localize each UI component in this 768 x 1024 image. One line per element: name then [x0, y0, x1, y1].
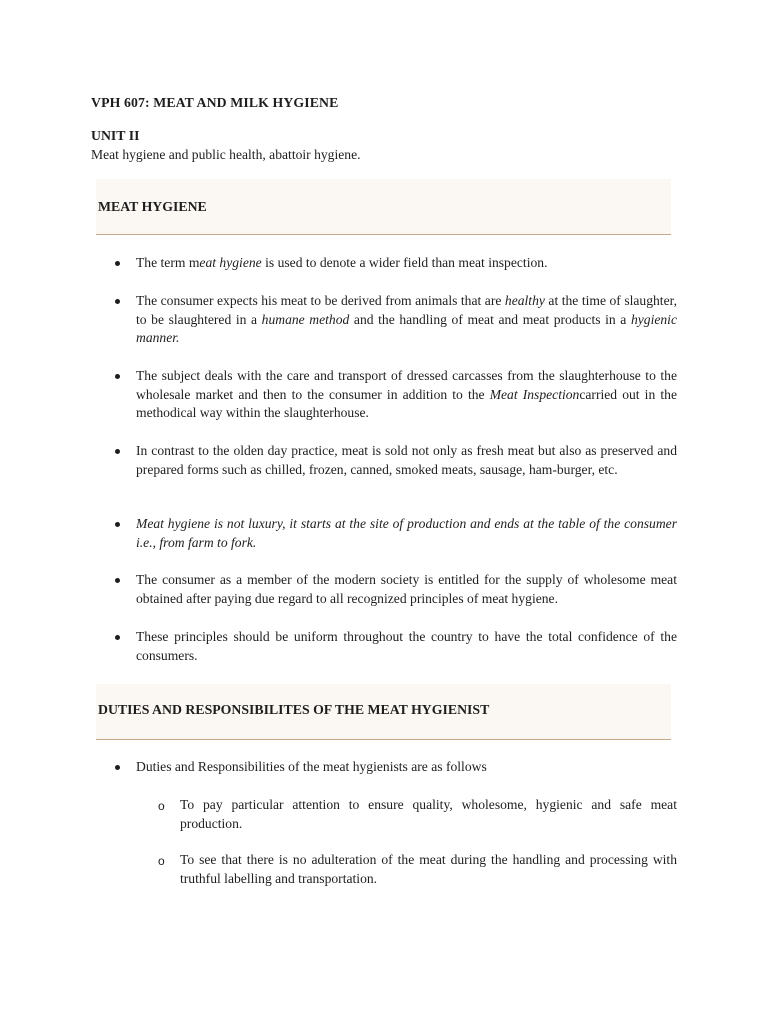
italic-text-run: hygienic manner.: [136, 311, 677, 345]
sub-list-item: [157, 851, 677, 888]
sub-bullet-text: To see that there is no adulteration of the meat during the handling and processing with truthful labelling and transportation.: [180, 852, 677, 886]
section-heading-meat-hygiene: MEAT HYGIENE: [98, 199, 207, 214]
text-run: and the handling of meat and meat products in a: [349, 311, 631, 327]
bullet-dot-icon: [115, 765, 120, 770]
text-run: is used to denote a wider field than meat inspection.: [261, 255, 548, 270]
list-item: [113, 254, 677, 273]
sub-list-item: [157, 796, 677, 833]
list-item: [113, 628, 677, 665]
hollow-bullet-icon: o: [158, 854, 165, 868]
duties-intro-text: Duties and Responsibilities of the meat hygienists are as follows: [136, 759, 487, 774]
bullet-text: [136, 515, 677, 552]
text-run: carried out in the methodical way within the slaughterhouse.: [136, 386, 677, 420]
bullet-text: [136, 571, 677, 608]
text-run: The consumer expects his meat to be derived from animals that are: [136, 293, 505, 308]
hollow-bullet-icon: o: [158, 799, 165, 813]
italic-text-run: humane method: [261, 311, 350, 327]
bullet-dot-icon: [115, 261, 120, 266]
bullet-text: [136, 628, 677, 665]
bullet-text: [136, 292, 677, 348]
text-run: The consumer as a member of the modern society is entitled for the supply of wholesome meat obtained after paying due regard to all recognized principles of meat hygiene.: [136, 572, 677, 606]
bullet-dot-icon: [115, 522, 120, 527]
list-item: [113, 571, 677, 608]
duties-section-header: [96, 684, 671, 740]
duties-bullet-list: [113, 758, 677, 777]
list-item: [113, 292, 677, 348]
unit-heading: UNIT II: [91, 128, 140, 143]
bullet-text: [136, 442, 677, 479]
text-run: at the time of slaughter, to be slaughtered in a: [136, 293, 677, 327]
text-run: These principles should be uniform throughout the country to have the total confidence of the consumers.: [136, 629, 677, 663]
meat-hygiene-section-header: [96, 179, 671, 235]
italic-text-run: Meat hygiene is not luxury, it starts at the site of production and ends at the table of the consumer i.e., from farm to fork.: [136, 516, 677, 550]
text-run: In contrast to the olden day practice, meat is sold not only as fresh meat but also as preserved and prepared forms such as chilled, frozen, canned, smoked meats, sausage, ham-burger, etc.: [136, 443, 677, 477]
list-item: [113, 442, 677, 479]
list-item: [113, 367, 677, 423]
bullet-dot-icon: [115, 299, 120, 304]
bullet-text: [136, 367, 677, 423]
italic-text-run: Meat Inspection: [489, 386, 580, 402]
document-title: VPH 607: MEAT AND MILK HYGIENE: [91, 95, 339, 110]
bullet-dot-icon: [115, 578, 120, 583]
bullet-dot-icon: [115, 635, 120, 640]
section-heading-duties: DUTIES AND RESPONSIBILITES OF THE MEAT HYGIENIST: [98, 702, 490, 717]
list-item: [113, 515, 677, 552]
sub-bullet-text: To pay particular attention to ensure quality, wholesome, hygienic and safe meat production.: [180, 797, 677, 831]
unit-subtitle: Meat hygiene and public health, abattoir hygiene.: [91, 147, 361, 162]
italic-text-run: healthy: [504, 293, 545, 308]
bullet-dot-icon: [115, 374, 120, 379]
list-item: [113, 758, 677, 777]
bullet-dot-icon: [115, 449, 120, 454]
italic-text-run: eat hygiene: [199, 255, 262, 270]
bullet-text: [136, 254, 677, 273]
text-run: The subject deals with the care and transport of dressed carcasses from the slaughterhouse to the wholesale market and then to the consumer in addition to the: [136, 368, 677, 402]
text-run: The term m: [136, 255, 200, 270]
